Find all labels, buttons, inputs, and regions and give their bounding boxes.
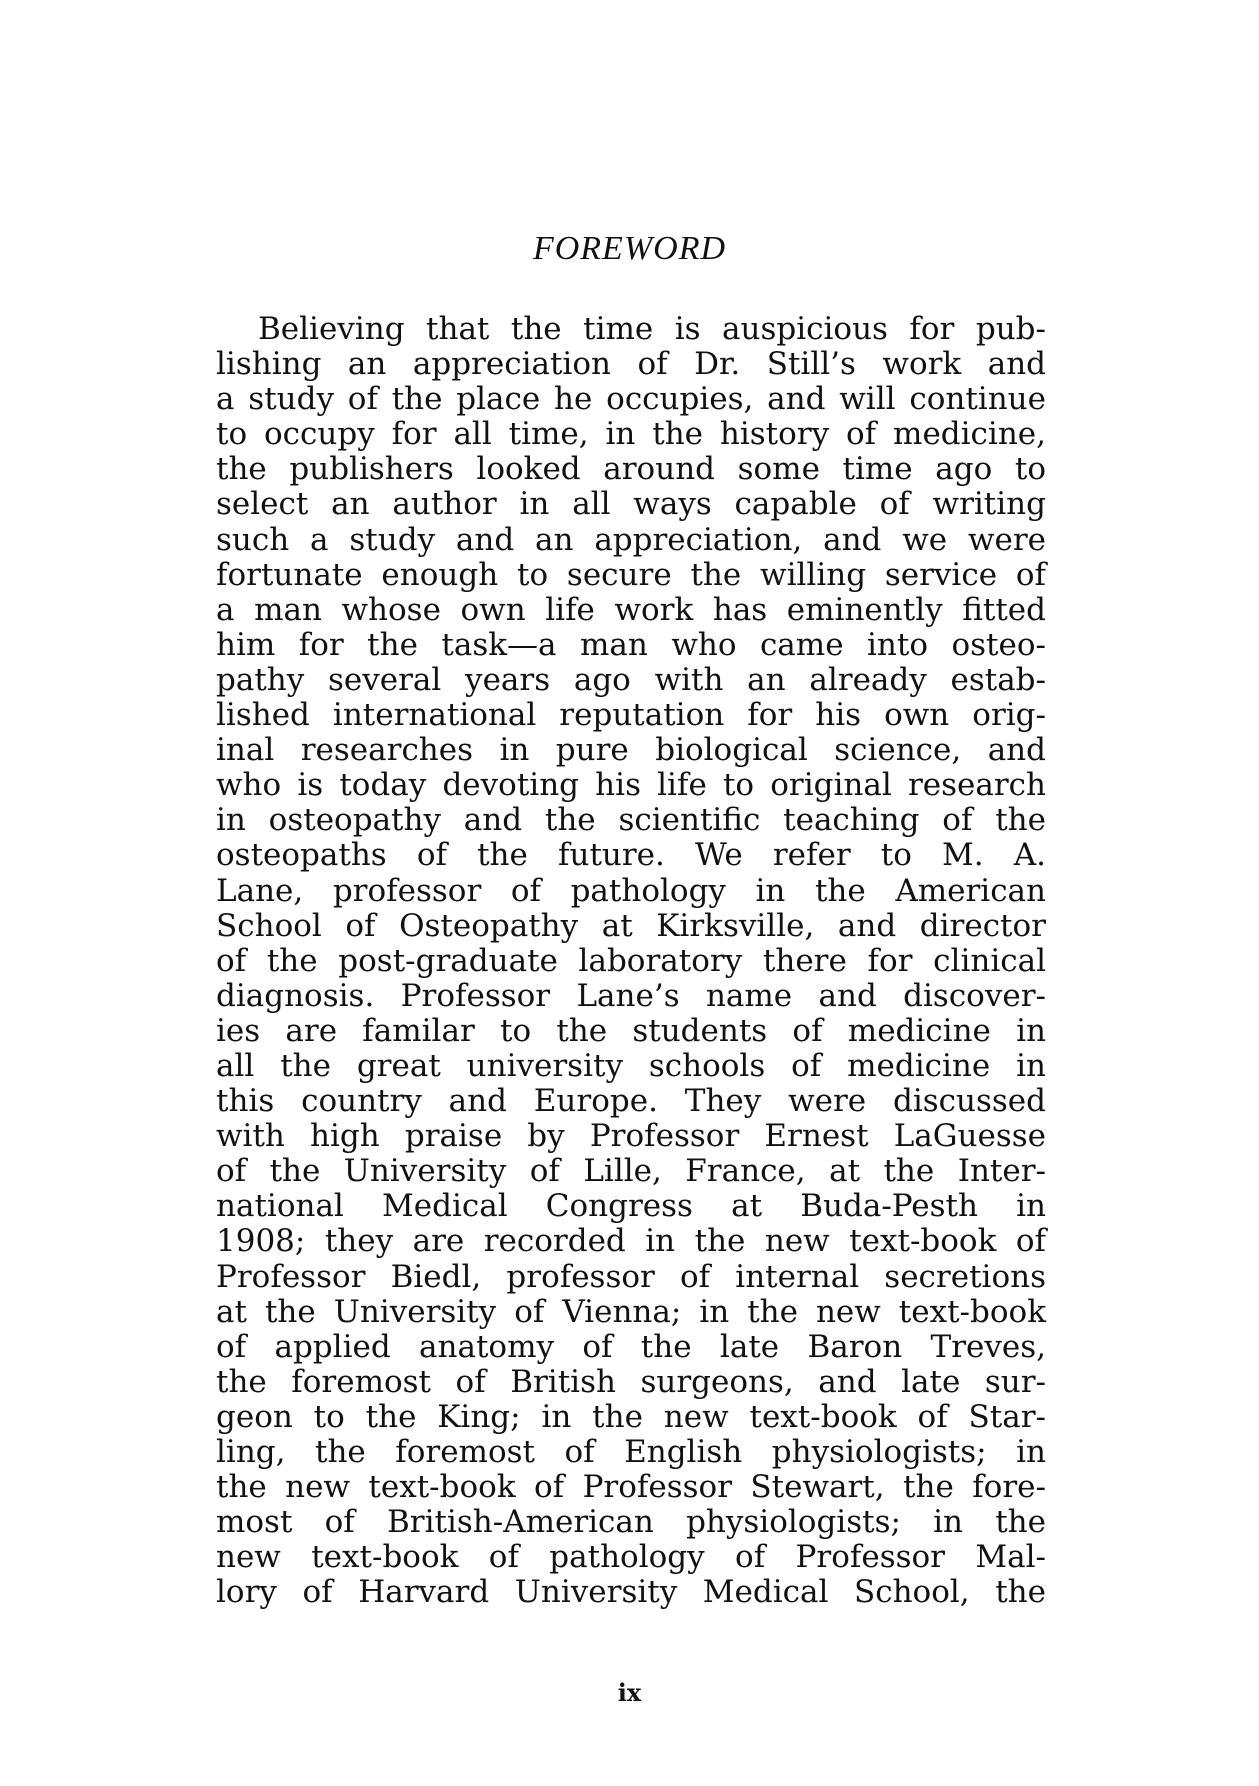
text-line: most of British-American physiologists; in the [216, 1504, 1046, 1541]
text-line: in osteopathy and the scientific teaching of the [216, 802, 1046, 839]
text-line: of the post-graduate laboratory there for clinical [216, 942, 1046, 979]
text-line: a man whose own life work has eminently fitted [216, 591, 1046, 628]
text-line: ling, the foremost of English physiologists; in [216, 1434, 1046, 1470]
text-line: the foremost of British surgeons, and late sur- [216, 1363, 1046, 1400]
text-line: pathy several years ago with an already estab- [216, 661, 1046, 698]
text-line: inal researches in pure biological science, and [216, 732, 1046, 769]
text-line: lishing an appreciation of Dr. Still’s work and [216, 346, 1046, 383]
text-line: select an author in all ways capable of writing [216, 486, 1046, 523]
text-line: him for the task—a man who came into osteo- [216, 626, 1046, 663]
foreword-paragraph [216, 312, 1046, 1610]
text-line: of the University of Lille, France, at the Inter- [216, 1153, 1046, 1190]
text-line: fortunate enough to secure the willing service of [216, 556, 1046, 593]
text-line: of applied anatomy of the late Baron Treves, [216, 1328, 1046, 1365]
text-line: national Medical Congress at Buda-Pesth in [216, 1188, 1046, 1225]
text-line: 1908; they are recorded in the new text-book of [216, 1223, 1046, 1260]
text-line: School of Osteopathy at Kirksville, and director [216, 907, 1046, 944]
text-line: Lane, professor of pathology in the American [216, 872, 1046, 909]
text-line: the publishers looked around some time ago to [216, 451, 1046, 488]
text-line: all the great university schools of medicine in [216, 1047, 1046, 1084]
text-line: the new text-book of Professor Stewart, the fore- [216, 1469, 1046, 1506]
page-number: ix [617, 1678, 642, 1707]
text-line: Professor Biedl, professor of internal secretions [216, 1258, 1046, 1295]
text-line: such a study and an appreciation, and we were [216, 521, 1046, 558]
text-line: diagnosis. Professor Lane’s name and discover- [216, 977, 1046, 1014]
text-line: this country and Europe. They were discussed [216, 1083, 1046, 1120]
text-line: a study of the place he occupies, and will continue [216, 381, 1046, 418]
text-line: ies are familar to the students of medicine in [216, 1012, 1046, 1049]
text-line: with high praise by Professor Ernest LaGuesse [216, 1118, 1046, 1155]
text-line: who is today devoting his life to original research [216, 767, 1046, 804]
text-line: at the University of Vienna; in the new text-book [216, 1293, 1046, 1330]
text-line: Believing that the time is auspicious for pub- [258, 311, 1046, 347]
text-line: lory of Harvard University Medical School, the [216, 1574, 1046, 1611]
text-line: osteopaths of the future. We refer to M. A. [216, 837, 1046, 874]
text-line: geon to the King; in the new text-book of Star- [216, 1398, 1046, 1435]
text-line: new text-book of pathology of Professor Mal- [216, 1539, 1046, 1576]
text-line: to occupy for all time, in the history of medicine, [216, 416, 1046, 453]
text-line: lished international reputation for his own orig- [216, 697, 1046, 734]
page-title: FOREWORD [532, 230, 727, 267]
